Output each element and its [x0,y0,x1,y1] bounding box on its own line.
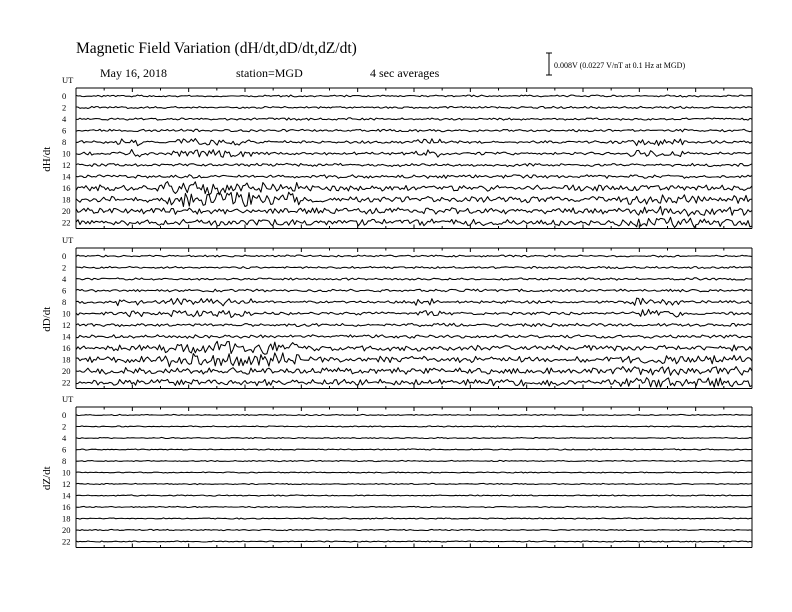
row-label-10: 10 [62,308,71,319]
trace-row-8 [76,298,752,306]
row-label-8: 8 [62,297,67,307]
row-label-16: 16 [62,343,71,353]
trace-row-0 [76,95,752,97]
trace-row-10 [76,472,752,473]
row-label-2: 2 [62,421,67,432]
trace-row-20 [76,206,752,216]
trace-row-6 [76,449,752,450]
trace-row-6 [76,129,752,132]
trace-row-12 [76,483,752,484]
scale-bar-label: 0.008V (0.0227 V/nT at 0.1 Hz at MGD) [554,61,686,70]
row-label-18: 18 [62,513,71,524]
row-label-6: 6 [62,285,67,296]
row-label-4: 4 [62,274,67,284]
trace-row-18 [76,353,752,367]
row-label-8: 8 [62,137,67,147]
row-label-2: 2 [62,102,67,113]
row-label-22: 22 [62,536,71,547]
row-label-2: 2 [62,262,67,273]
trace-row-14 [76,335,752,339]
row-label-0: 0 [62,410,67,420]
trace-row-16 [76,182,752,195]
row-label-20: 20 [62,366,71,376]
row-label-14: 14 [62,171,71,182]
row-label-6: 6 [62,444,67,455]
trace-row-6 [76,289,752,292]
trace-row-20 [76,529,752,530]
row-label-0: 0 [62,91,67,101]
trace-row-0 [76,414,752,415]
ut-axis-label: UT [62,75,74,85]
panel-dh-dt [41,75,752,229]
trace-row-12 [76,323,752,326]
trace-row-14 [76,495,752,496]
row-label-10: 10 [62,467,71,478]
ut-axis-label: UT [62,235,74,245]
trace-row-0 [76,255,752,257]
row-label-22: 22 [62,217,71,228]
trace-row-4 [76,278,752,280]
row-label-14: 14 [62,331,71,342]
trace-row-2 [76,426,752,427]
scale-bar [546,53,685,75]
trace-row-10 [76,309,752,317]
panel-dz-dt [41,394,752,548]
y-axis-label: dZ/dt [41,466,53,491]
row-label-12: 12 [62,479,71,489]
trace-row-14 [76,175,752,179]
trace-row-16 [76,506,752,507]
trace-row-2 [76,106,752,108]
row-label-16: 16 [62,183,71,193]
trace-row-8 [76,460,752,461]
trace-row-20 [76,367,752,376]
trace-row-18 [76,192,752,206]
row-label-20: 20 [62,206,71,216]
row-label-12: 12 [62,320,71,330]
row-label-22: 22 [62,377,71,388]
trace-row-10 [76,150,752,158]
panel-dd-dt [41,235,752,389]
y-axis-label: dD/dt [41,306,53,332]
row-label-8: 8 [62,456,67,466]
ut-axis-label: UT [62,394,74,404]
trace-row-12 [76,163,752,166]
row-label-0: 0 [62,251,67,261]
row-label-6: 6 [62,125,67,136]
row-label-4: 4 [62,433,67,443]
row-label-10: 10 [62,148,71,159]
row-label-20: 20 [62,525,71,535]
date-label: May 16, 2018 [100,66,167,80]
trace-row-18 [76,518,752,519]
row-label-12: 12 [62,160,71,170]
trace-row-4 [76,118,752,120]
trace-row-2 [76,266,752,268]
averaging-label: 4 sec averages [370,66,440,80]
row-label-18: 18 [62,194,71,205]
row-label-14: 14 [62,490,71,501]
row-label-18: 18 [62,354,71,365]
trace-row-8 [76,139,752,146]
trace-row-22 [76,541,752,542]
row-label-4: 4 [62,114,67,124]
trace-row-16 [76,341,752,354]
station-label: station=MGD [236,66,303,80]
trace-row-4 [76,437,752,438]
y-axis-label: dH/dt [41,146,53,172]
chart-title: Magnetic Field Variation (dH/dt,dD/dt,dZ/dt) [76,40,357,57]
row-label-16: 16 [62,502,71,512]
